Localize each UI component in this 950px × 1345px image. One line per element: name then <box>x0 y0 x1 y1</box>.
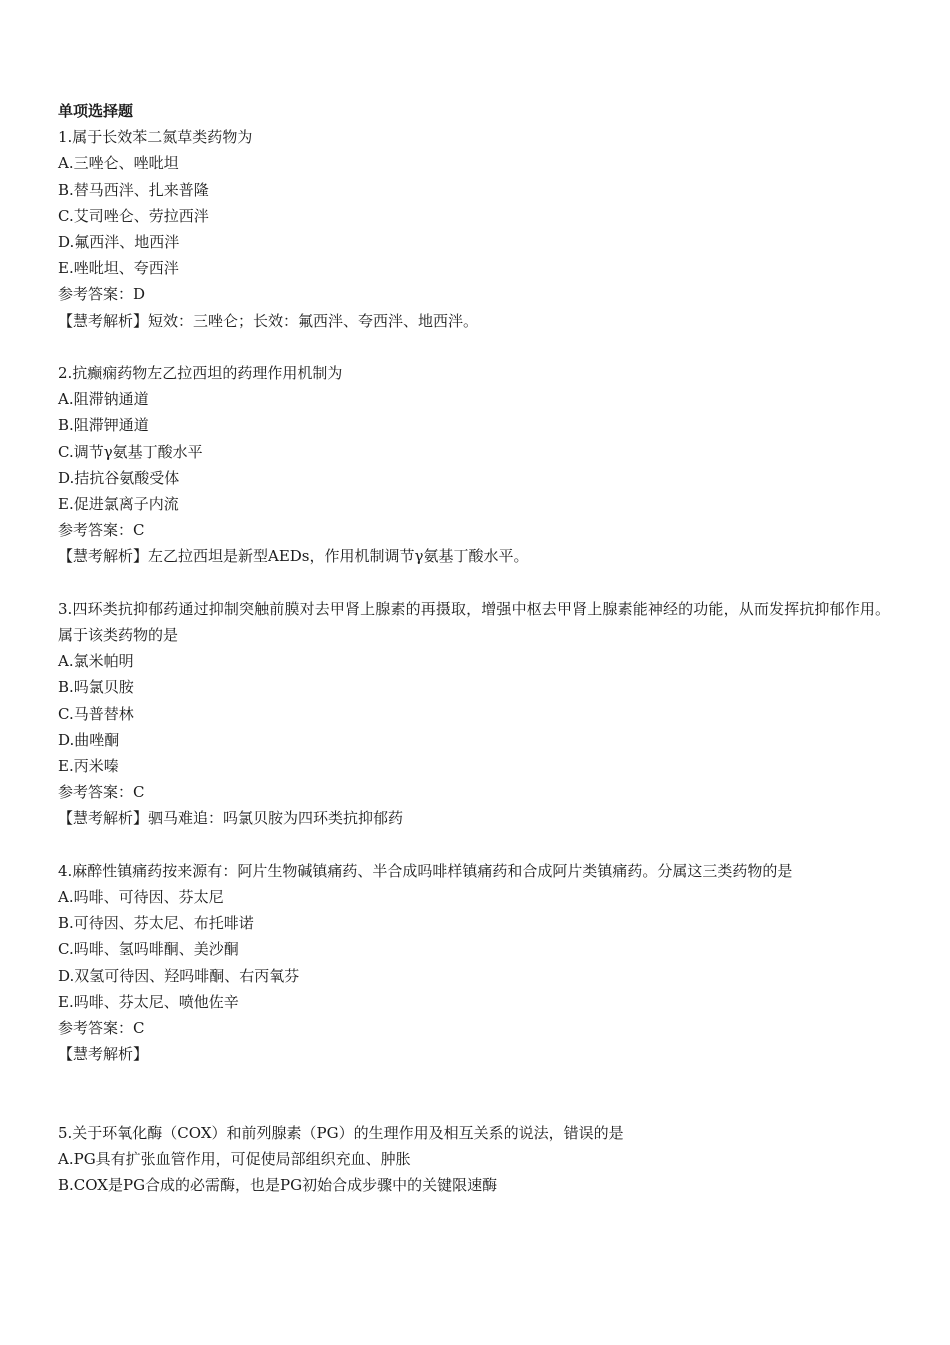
question-stem: 1.属于长效苯二氮草类药物为 <box>58 128 253 147</box>
option-b: B.替马西泮、扎来普隆 <box>58 180 209 199</box>
question-3 <box>58 596 890 832</box>
option-c: C.吗啡、氢吗啡酮、美沙酮 <box>58 940 239 959</box>
option-d: D.氟西泮、地西泮 <box>58 233 180 251</box>
analysis: 【慧考解析】驷马难追：吗氯贝胺为四环类抗抑郁药 <box>58 809 404 828</box>
document-page <box>58 98 890 1198</box>
question-2 <box>58 360 890 570</box>
section-title: 单项选择题 <box>58 102 134 120</box>
option-e: E.丙米嗪 <box>58 757 119 776</box>
analysis: 【慧考解析】 <box>58 1045 149 1064</box>
analysis: 【慧考解析】短效：三唑仑；长效：氟西泮、夸西泮、地西泮。 <box>58 311 479 330</box>
option-c: C.调节γ氨基丁酸水平 <box>58 442 203 461</box>
option-c: C.艾司唑仑、劳拉西泮 <box>58 206 209 225</box>
option-e: E.吗啡、芬太尼、喷他佐辛 <box>58 992 239 1011</box>
question-5 <box>58 1120 890 1199</box>
question-stem: 5.关于环氧化酶（COX）和前列腺素（PG）的生理作用及相互关系的说法，错误的是 <box>58 1123 624 1142</box>
option-e: E.唑吡坦、夸西泮 <box>58 259 179 278</box>
analysis: 【慧考解析】左乙拉西坦是新型AEDs，作用机制调节γ氨基丁酸水平。 <box>58 547 529 566</box>
option-a: A.阻滞钠通道 <box>58 390 149 409</box>
option-d: D.曲唑酮 <box>58 730 120 749</box>
option-b: B.阻滞钾通道 <box>58 416 149 435</box>
option-b: B.COX是PG合成的必需酶，也是PG初始合成步骤中的关键限速酶 <box>58 1176 498 1195</box>
question-4 <box>58 858 890 1068</box>
option-a: A.PG具有扩张血管作用，可促使局部组织充血、肿胀 <box>58 1150 411 1169</box>
option-b: B.可待因、芬太尼、布托啡诺 <box>58 914 254 933</box>
option-a: A.氯米帕明 <box>58 652 134 671</box>
option-c: C.马普替林 <box>58 704 134 723</box>
option-d: D.拮抗谷氨酸受体 <box>58 468 180 487</box>
answer: 参考答案：C <box>58 521 145 540</box>
answer: 参考答案：C <box>58 1019 145 1038</box>
option-b: B.吗氯贝胺 <box>58 678 134 697</box>
option-a: A.吗啡、可待因、芬太尼 <box>58 888 224 907</box>
question-stem: 2.抗癫痫药物左乙拉西坦的药理作用机制为 <box>58 364 343 382</box>
question-1 <box>58 124 890 334</box>
question-stem: 3.四环类抗抑郁药通过抑制突触前膜对去甲肾上腺素的再摄取，增强中枢去甲肾上腺素能神经的功能，从而发挥抗抑郁作用。属于该类药物的是 <box>58 599 890 645</box>
answer: 参考答案：D <box>58 285 146 304</box>
option-a: A.三唑仑、唑吡坦 <box>58 154 179 173</box>
option-d: D.双氢可待因、羟吗啡酮、右丙氧芬 <box>58 966 300 985</box>
answer: 参考答案：C <box>58 783 145 802</box>
option-e: E.促进氯离子内流 <box>58 495 179 514</box>
question-stem: 4.麻醉性镇痛药按来源有：阿片生物碱镇痛药、半合成吗啡样镇痛药和合成阿片类镇痛药。分属这三类药物的是 <box>58 861 793 880</box>
